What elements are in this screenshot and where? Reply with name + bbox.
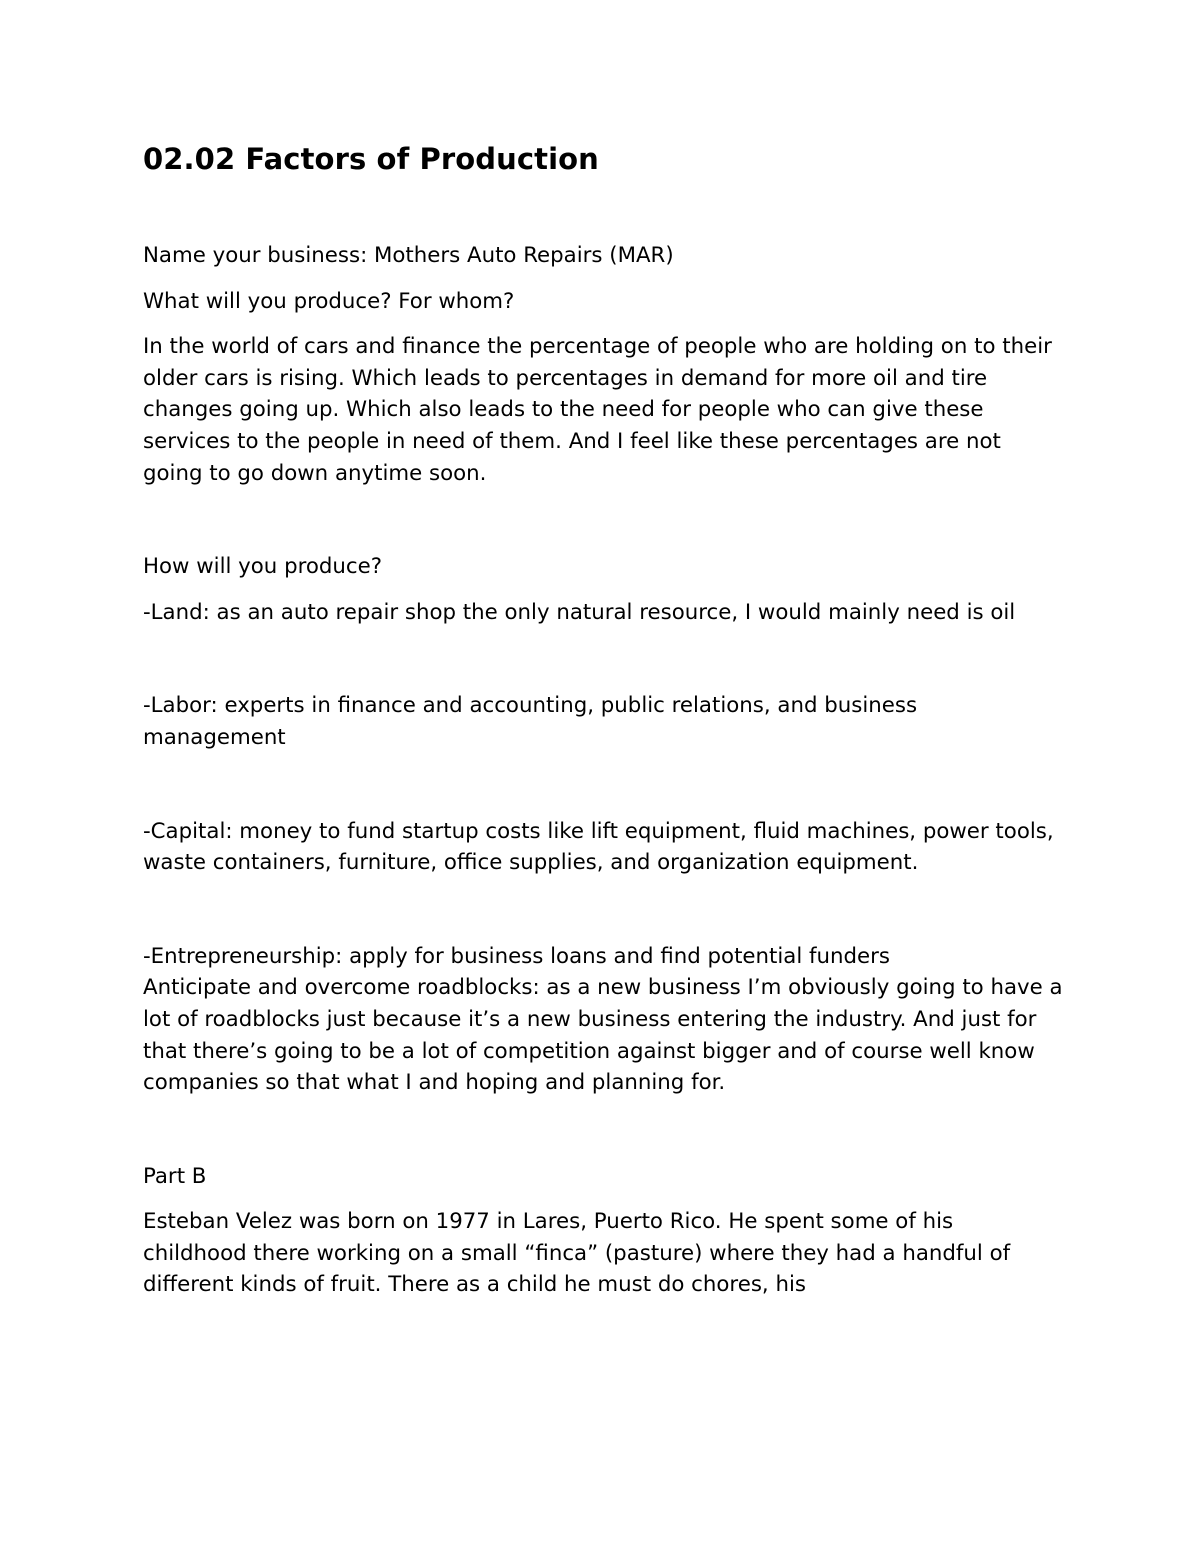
entrepreneurship-paragraph: -Entrepreneurship: apply for business loans and find potential funders [143,943,891,969]
business-name-line: Name your business: Mothers Auto Repairs (MAR) [143,243,674,268]
part-b-text: Esteban Velez was born on 1977 in Lares, Puerto Rico. He spent some of his childhood there working on a small “finca” (pasture) where they had a handful of different kinds of fruit. There as a child he must do chores, his [143,1209,1011,1298]
produce-question: What will you produce? For whom? [143,288,515,314]
roadblocks-paragraph: Anticipate and overcome roadblocks: as a new business I’m obviously going to have a lot of roadblocks just because it’s a new business entering the industry. And just for that there’s going to be a lot of competition against bigger and of course well know companies so that what I and hoping and planning for. [143,975,1063,1096]
part-b-heading: Part B [143,1163,207,1189]
labor-paragraph: -Labor: experts in finance and accounting, public relations, and business management [143,693,918,750]
capital-paragraph: -Capital: money to fund startup costs like lift equipment, fluid machines, power tools, waste containers, furniture, office supplies, and organization equipment. [143,818,1054,876]
document-title: 02.02 Factors of Production [143,142,599,176]
how-question: How will you produce? [143,554,383,580]
land-paragraph: -Land: as an auto repair shop the only natural resource, I would mainly need is oil [143,599,1016,625]
document-page [143,135,1063,1301]
produce-answer: In the world of cars and finance the percentage of people who are holding on to their older cars is rising. Which leads to percentages in demand for more oil and tire changes going up. Which also leads to the need for people who can give these services to the people in need of them. And I feel like these percentages are not going to go down anytime soon. [143,334,1052,486]
